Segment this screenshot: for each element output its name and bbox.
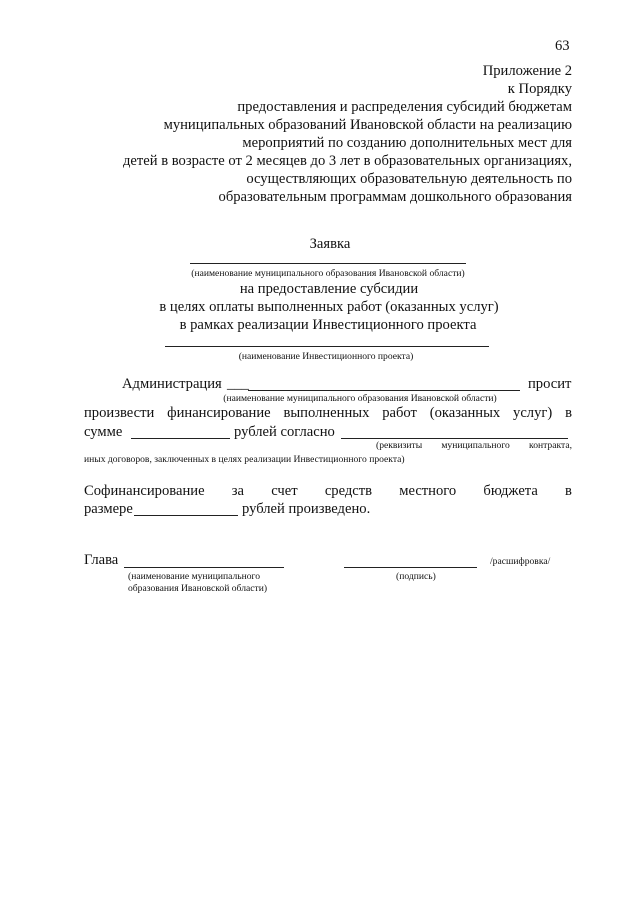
amount-blank-line — [134, 515, 238, 516]
word: (реквизиты — [376, 440, 423, 451]
amount-label: размере — [84, 501, 133, 517]
signature-caption: (подпись) — [396, 571, 436, 582]
contract-caption-line1 — [376, 440, 572, 451]
decoding: /расшифровка/ — [490, 556, 551, 567]
word: бюджета — [483, 483, 538, 499]
head-blank-line — [124, 567, 284, 568]
word: услуг) — [513, 405, 553, 421]
page-number: 63 — [555, 38, 570, 54]
admin-label: Администрация — [122, 376, 222, 392]
project-caption: (наименование Инвестиционного проекта) — [238, 351, 414, 362]
purpose-line: на предоставление субсидии — [239, 281, 419, 297]
word: финансирование — [167, 405, 271, 421]
word: работ — [382, 405, 417, 421]
word: (оказанных — [429, 405, 501, 421]
rubles-according: рублей согласно — [234, 424, 335, 440]
appendix-block — [123, 62, 572, 206]
project-blank-line — [165, 346, 489, 347]
word: муниципального — [441, 440, 510, 451]
appendix-title: Приложение 2 — [482, 63, 572, 79]
appendix-line: муниципальных образований Ивановской области на реализацию — [163, 117, 572, 133]
contract-blank-line — [341, 438, 568, 439]
admin-prefix: ___ — [227, 376, 249, 392]
word: в — [565, 405, 572, 421]
head-caption-line2: образования Ивановской области) — [128, 583, 268, 594]
sum-label: сумме — [84, 424, 123, 440]
appendix-line: образовательным программам дошкольного образования — [218, 189, 572, 205]
financing-line — [84, 405, 572, 422]
appendix-ref: к Порядку — [507, 81, 572, 97]
word: произвести — [84, 405, 155, 421]
purpose-line: в рамках реализации Инвестиционного проекта — [179, 317, 477, 333]
word: средств — [324, 483, 373, 499]
word: выполненных — [283, 405, 370, 421]
word: счет — [271, 483, 298, 499]
word: за — [231, 483, 245, 499]
cofinance-line — [84, 483, 572, 500]
municipality-caption: (наименование муниципального образования Ивановской области) — [191, 268, 465, 279]
admin-blank-line — [248, 390, 520, 391]
head-label: Глава — [84, 552, 119, 568]
appendix-line: детей в возрасте от 2 месяцев до 3 лет в образовательных организациях, — [123, 153, 572, 169]
contract-caption-line2: иных договоров, заключенных в целях реализации Инвестиционного проекта) — [84, 454, 405, 465]
purpose-line: в целях оплаты выполненных работ (оказанных услуг) — [159, 299, 499, 315]
head-caption-line1: (наименование муниципального — [128, 571, 261, 582]
requests-word: просит — [528, 376, 572, 392]
admin-caption: (наименование муниципального образования Ивановской области) — [223, 393, 497, 404]
sum-blank-line — [131, 438, 230, 439]
word: контракта, — [529, 440, 572, 451]
word: местного — [399, 483, 457, 499]
rubles-done: рублей произведено. — [242, 501, 371, 517]
municipality-blank-line — [190, 263, 466, 264]
word: Софинансирование — [84, 483, 205, 499]
form-title: Заявка — [309, 236, 351, 252]
signature-blank-line — [344, 567, 477, 568]
word: в — [565, 483, 572, 499]
appendix-line: мероприятий по созданию дополнительных мест для — [242, 135, 572, 151]
appendix-line: предоставления и распределения субсидий бюджетам — [237, 99, 572, 115]
appendix-line: осуществляющих образовательную деятельность по — [246, 171, 572, 187]
